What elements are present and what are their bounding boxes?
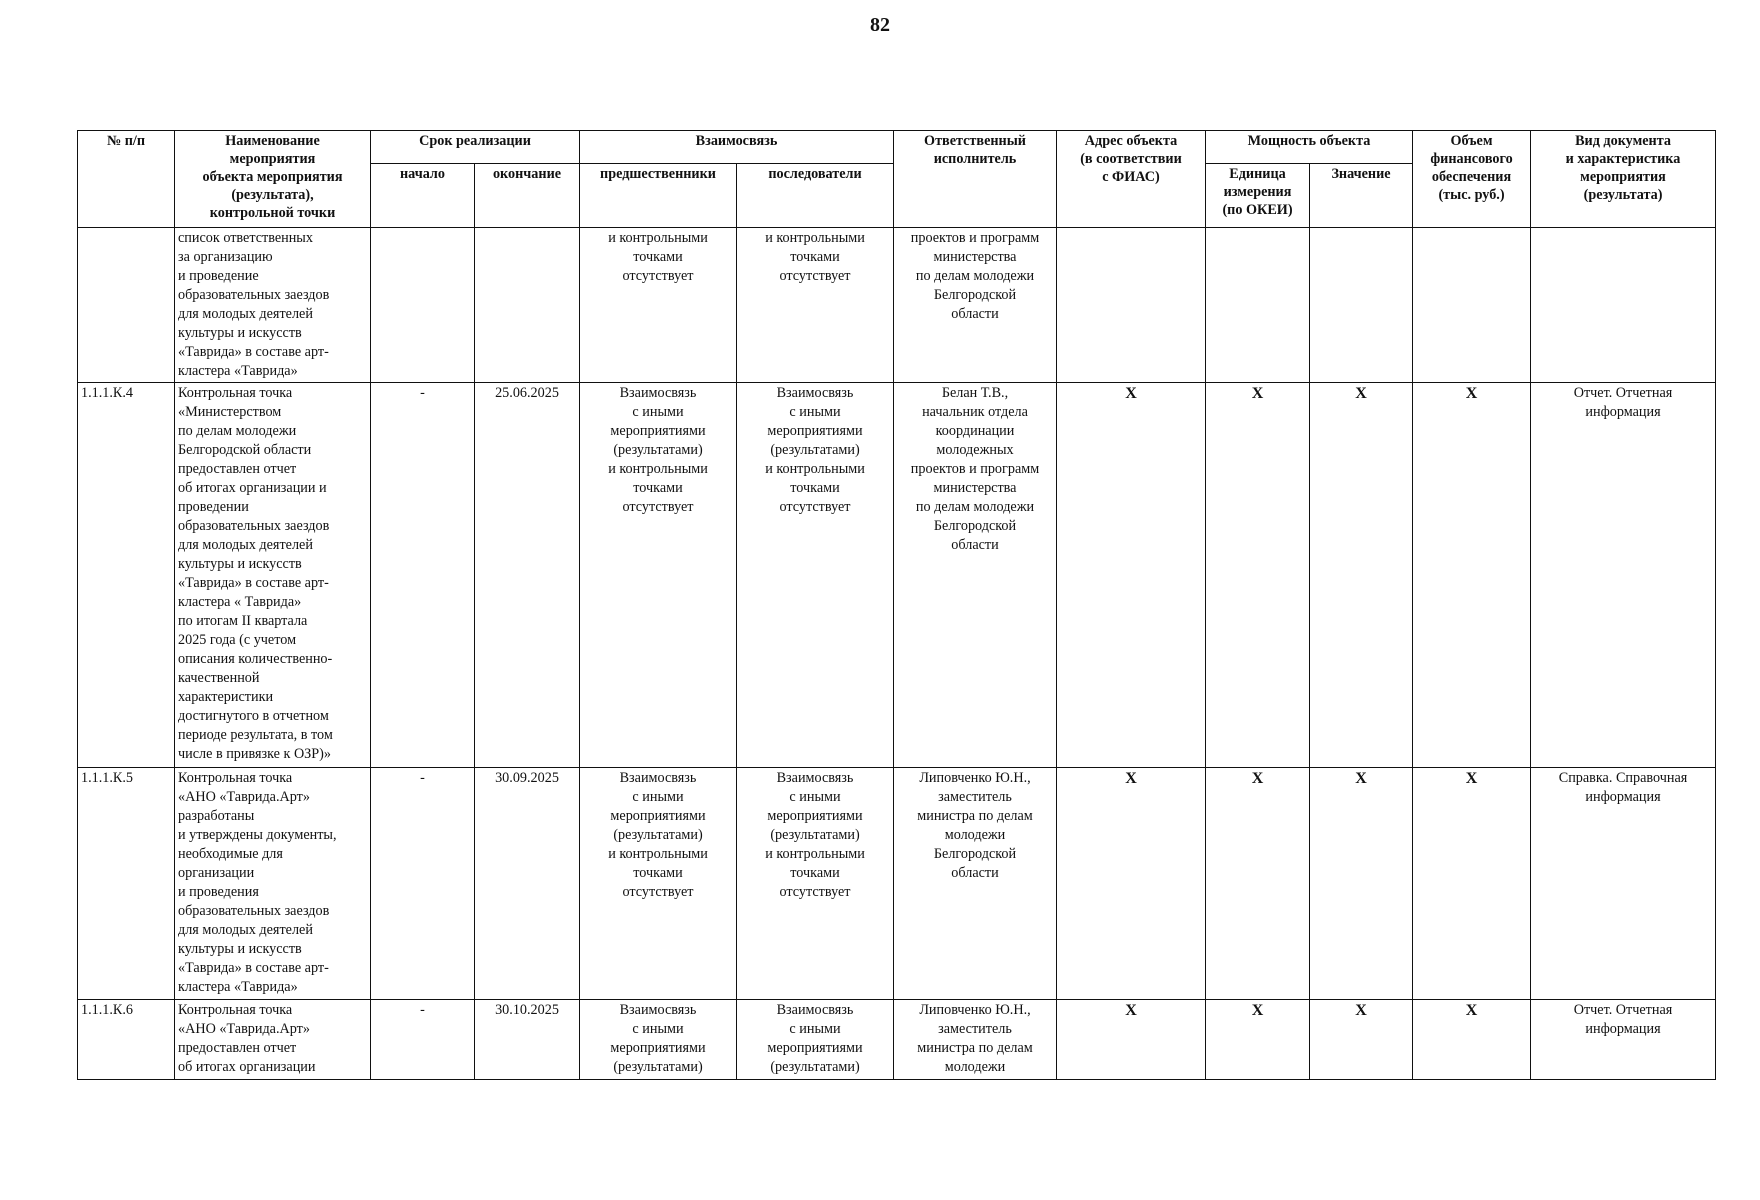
header-value: Значение	[1310, 164, 1413, 228]
table-row	[78, 228, 1716, 383]
header-address: Адрес объекта (в соответствии с ФИАС)	[1057, 131, 1206, 228]
row-predecessors: Взаимосвязь с иными мероприятиями (результатами) и контрольными точками отсутствует	[580, 768, 737, 1000]
header-name: Наименование мероприятия объекта мероприятия (результата), контрольной точки	[175, 131, 371, 228]
table-row	[78, 383, 1716, 768]
row-finance: X	[1413, 768, 1531, 1000]
row-successors: Взаимосвязь с иными мероприятиями (результатами)	[737, 1000, 894, 1080]
row-name: Контрольная точка «АНО «Таврида.Арт» разработаны и утверждены документы, необходимые для организации и проведения образовательных заездов для молодых деятелей культуры и искусств «Таврида» в составе арт- кластера «Таврида»	[175, 768, 371, 1000]
row-num: 1.1.1.К.5	[78, 768, 175, 1000]
table-row	[78, 768, 1716, 1000]
row-end: 30.09.2025	[475, 768, 580, 1000]
row-predecessors: Взаимосвязь с иными мероприятиями (результатами) и контрольными точками отсутствует	[580, 383, 737, 768]
row-unit: X	[1206, 768, 1310, 1000]
row-document	[1531, 228, 1716, 383]
header-term: Срок реализации	[371, 131, 580, 164]
row-start: -	[371, 768, 475, 1000]
row-name: Контрольная точка «АНО «Таврида.Арт» предоставлен отчет об итогах организации	[175, 1000, 371, 1080]
row-value: X	[1310, 1000, 1413, 1080]
row-end	[475, 228, 580, 383]
row-start	[371, 228, 475, 383]
row-address: X	[1057, 383, 1206, 768]
row-address	[1057, 228, 1206, 383]
row-unit	[1206, 228, 1310, 383]
header-responsible: Ответственный исполнитель	[894, 131, 1057, 228]
header-successors: последователи	[737, 164, 894, 228]
row-responsible: Липовченко Ю.Н., заместитель министра по делам молодежи Белгородской области	[894, 768, 1057, 1000]
row-responsible: Липовченко Ю.Н., заместитель министра по делам молодежи	[894, 1000, 1057, 1080]
header-num: № п/п	[78, 131, 175, 228]
row-responsible: Белан Т.В., начальник отдела координации молодежных проектов и программ министерства по делам молодежи Белгородской области	[894, 383, 1057, 768]
header-predecessors: предшественники	[580, 164, 737, 228]
row-name: список ответственных за организацию и проведение образовательных заездов для молодых деятелей культуры и искусств «Таврида» в составе арт- кластера «Таврида»	[175, 228, 371, 383]
header-power: Мощность объекта	[1206, 131, 1413, 164]
row-unit: X	[1206, 1000, 1310, 1080]
row-successors: Взаимосвязь с иными мероприятиями (результатами) и контрольными точками отсутствует	[737, 768, 894, 1000]
table-header	[78, 131, 1716, 228]
row-end: 30.10.2025	[475, 1000, 580, 1080]
row-value: X	[1310, 768, 1413, 1000]
row-finance: X	[1413, 1000, 1531, 1080]
row-unit: X	[1206, 383, 1310, 768]
row-address: X	[1057, 1000, 1206, 1080]
row-responsible: проектов и программ министерства по делам молодежи Белгородской области	[894, 228, 1057, 383]
header-term-start: начало	[371, 164, 475, 228]
header-term-end: окончание	[475, 164, 580, 228]
row-end: 25.06.2025	[475, 383, 580, 768]
row-num: 1.1.1.К.6	[78, 1000, 175, 1080]
row-start: -	[371, 383, 475, 768]
row-value	[1310, 228, 1413, 383]
header-unit: Единица измерения (по ОКЕИ)	[1206, 164, 1310, 228]
row-num	[78, 228, 175, 383]
row-document: Отчет. Отчетная информация	[1531, 1000, 1716, 1080]
row-document: Справка. Справочная информация	[1531, 768, 1716, 1000]
row-start: -	[371, 1000, 475, 1080]
row-num: 1.1.1.К.4	[78, 383, 175, 768]
row-value: X	[1310, 383, 1413, 768]
header-link: Взаимосвязь	[580, 131, 894, 164]
row-finance	[1413, 228, 1531, 383]
page-number: 82	[870, 14, 890, 36]
table-row	[78, 1000, 1716, 1080]
row-finance: X	[1413, 383, 1531, 768]
plan-table	[77, 130, 1716, 1080]
row-successors: Взаимосвязь с иными мероприятиями (результатами) и контрольными точками отсутствует	[737, 383, 894, 768]
row-successors: и контрольными точками отсутствует	[737, 228, 894, 383]
row-address: X	[1057, 768, 1206, 1000]
header-document: Вид документа и характеристика мероприятия (результата)	[1531, 131, 1716, 228]
row-predecessors: Взаимосвязь с иными мероприятиями (результатами)	[580, 1000, 737, 1080]
header-finance: Объем финансового обеспечения (тыс. руб.)	[1413, 131, 1531, 228]
row-name: Контрольная точка «Министерством по делам молодежи Белгородской области предоставлен отчет об итогах организации и проведении образовательных заездов для молодых деятелей культуры и искусств «Таврида» в составе арт- кластера « Таврида» по итогам II квартала 2025 года (с учетом описания количественно- качественной характеристики достигнутого в отчетном периоде результата, в том числе в привязке к ОЗР)»	[175, 383, 371, 768]
row-predecessors: и контрольными точками отсутствует	[580, 228, 737, 383]
row-document: Отчет. Отчетная информация	[1531, 383, 1716, 768]
